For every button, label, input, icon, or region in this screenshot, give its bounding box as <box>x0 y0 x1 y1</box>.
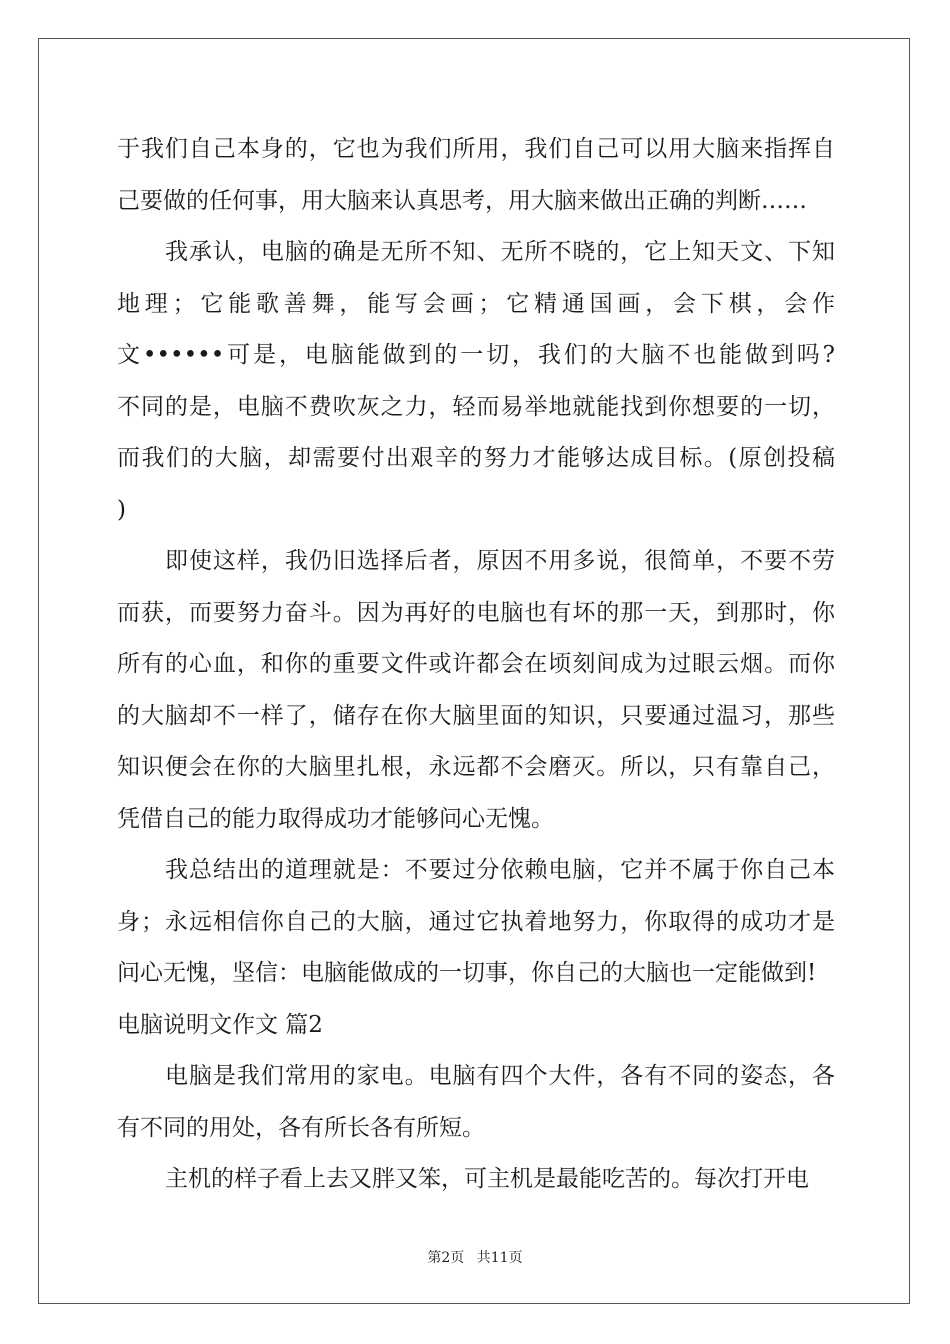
text-line: 而我们的大脑，却需要付出艰辛的努力才能够达成目标。(原创投稿 <box>117 445 835 471</box>
text-line: 即使这样，我仍旧选择后者，原因不用多说，很简单，不要不劳 <box>165 548 835 574</box>
text-line: 己要做的任何事，用大脑来认真思考，用大脑来做出正确的判断…… <box>117 187 807 214</box>
text-line: 主机的样子看上去又胖又笨，可主机是最能吃苦的。每次打开电 <box>165 1166 809 1192</box>
page-number: 第2页 <box>427 1250 465 1266</box>
paragraph <box>117 1154 835 1206</box>
paragraph <box>117 124 835 227</box>
page-total: 共11页 <box>476 1250 523 1266</box>
text-line: 地理；它能歌善舞，能写会画；它精通国画，会下棋，会作 <box>117 290 835 317</box>
text-line: 所有的心血，和你的重要文件或许都会在顷刻间成为过眼云烟。而你 <box>117 651 835 677</box>
text-line: ) <box>117 496 126 523</box>
paragraph <box>117 536 835 845</box>
page-footer <box>0 1247 950 1267</box>
section-heading <box>117 1000 835 1052</box>
text-line: 于我们自己本身的，它也为我们所用，我们自己可以用大脑来指挥自 <box>117 136 835 162</box>
paragraph <box>117 1051 835 1154</box>
text-line: 的大脑却不一样了，储存在你大脑里面的知识，只要通过温习，那些 <box>117 702 835 729</box>
text-line: 不同的是，电脑不费吹灰之力，轻而易举地就能找到你想要的一切， <box>117 393 835 420</box>
text-line: 知识便会在你的大脑里扎根，永远都不会磨灭。所以，只有靠自己， <box>117 754 835 780</box>
text-line: 有不同的用处，各有所长各有所短。 <box>117 1114 485 1141</box>
paragraph <box>117 227 835 536</box>
text-line: 电脑是我们常用的家电。电脑有四个大件，各有不同的姿态，各 <box>165 1063 835 1089</box>
text-line: 文••••••可是，电脑能做到的一切，我们的大脑不也能做到吗? <box>117 342 835 368</box>
text-line: 电脑说明文作文 篇2 <box>117 1011 323 1038</box>
paragraph <box>117 845 835 1000</box>
text-line: 我承认，电脑的确是无所不知、无所不晓的，它上知天文、下知 <box>165 239 835 265</box>
text-line: 而获，而要努力奋斗。因为再好的电脑也有坏的那一天，到那时，你 <box>117 599 835 626</box>
document-body <box>117 124 835 1206</box>
text-line: 问心无愧，坚信：电脑能做成的一切事，你自己的大脑也一定能做到! <box>117 960 817 986</box>
text-line: 身；永远相信你自己的大脑，通过它执着地努力，你取得的成功才是 <box>117 908 835 935</box>
text-line: 我总结出的道理就是：不要过分依赖电脑，它并不属于你自己本 <box>165 857 835 883</box>
text-line: 凭借自己的能力取得成功才能够问心无愧。 <box>117 805 554 832</box>
